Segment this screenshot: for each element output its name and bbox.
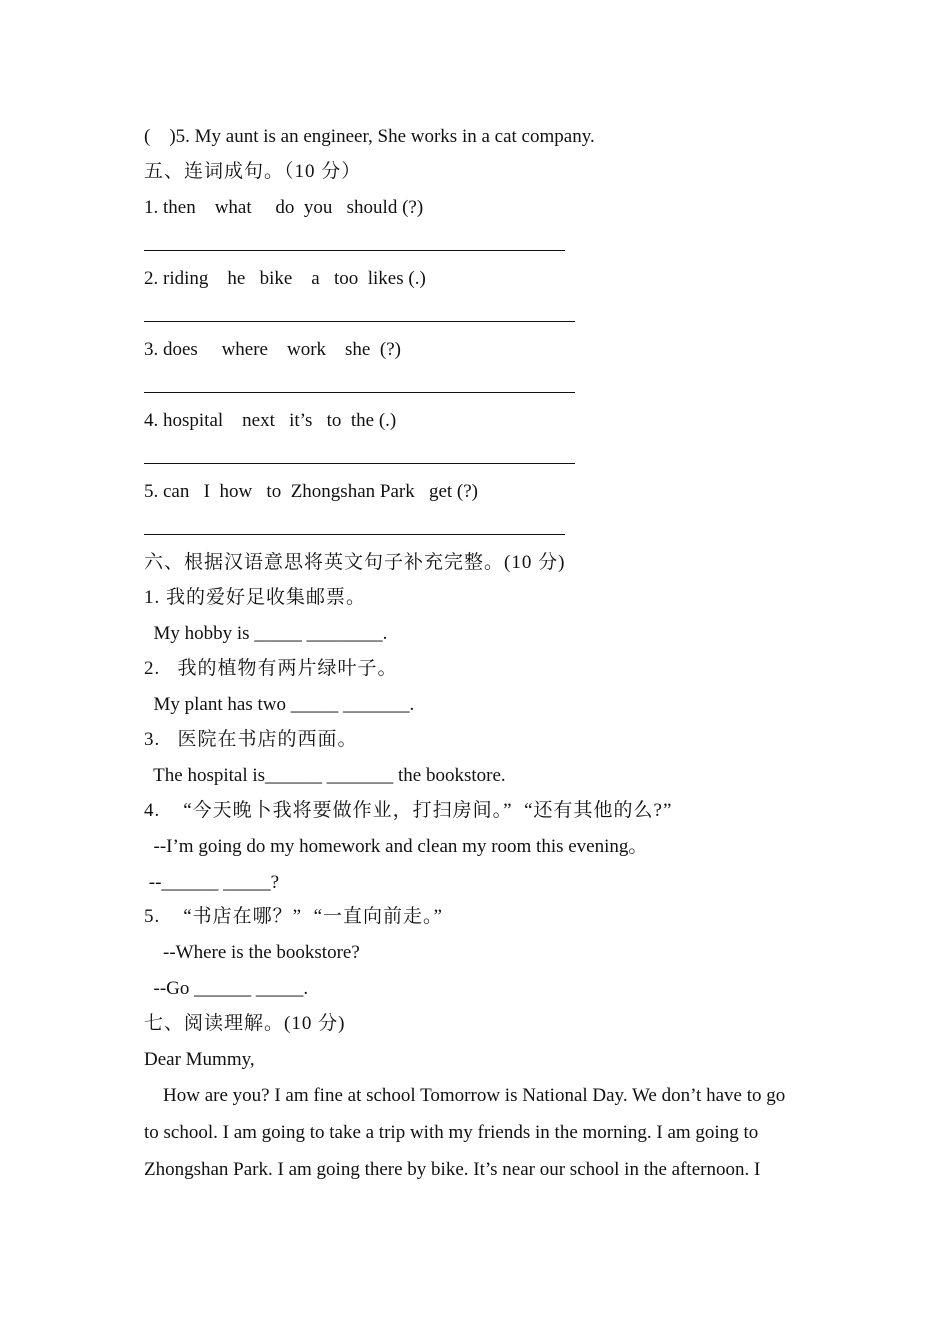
translation-5-answer[interactable]: --Go ______ _____. bbox=[144, 978, 309, 999]
translation-3-english[interactable]: The hospital is______ _______ the bookstore. bbox=[144, 765, 506, 786]
section-6-title: 六、根据汉语意思将英文句子补充完整。(10 分) bbox=[144, 552, 566, 573]
translation-1-english[interactable]: My hobby is _____ ________. bbox=[144, 623, 388, 644]
translation-4-english: --I’m going do my homework and clean my room this evening。 bbox=[144, 836, 648, 857]
translation-3-chinese: 3. 医院在书店的西面。 bbox=[144, 729, 358, 750]
sentence-item-3: 3. does where work she (?) bbox=[144, 339, 401, 360]
sentence-item-4: 4. hospital next it’s to the (.) bbox=[144, 410, 397, 431]
translation-5-chinese: 5. “书店在哪？” “一直向前走。” bbox=[144, 906, 443, 927]
letter-line-1: How are you? I am fine at school Tomorrow is National Day. We don’t have to go bbox=[144, 1085, 786, 1106]
translation-5-english: --Where is the bookstore? bbox=[144, 942, 360, 963]
translation-4-answer[interactable]: --______ _____? bbox=[144, 872, 280, 893]
sentence-item-1: 1. then what do you should (?) bbox=[144, 197, 424, 218]
answer-line-1[interactable] bbox=[144, 250, 565, 251]
translation-4-chinese: 4. “今天晚卜我将要做作业，打扫房间。” “还有其他的么?” bbox=[144, 800, 673, 821]
sentence-item-5: 5. can I how to Zhongshan Park get (?) bbox=[144, 481, 479, 502]
letter-greeting: Dear Mummy, bbox=[144, 1049, 255, 1070]
question-5-choice: ( )5. My aunt is an engineer, She works in a cat company. bbox=[144, 126, 595, 147]
answer-line-2[interactable] bbox=[144, 321, 575, 322]
translation-2-english[interactable]: My plant has two _____ _______. bbox=[144, 694, 415, 715]
answer-line-4[interactable] bbox=[144, 463, 575, 464]
section-5-title: 五、连词成句。（10 分） bbox=[144, 161, 362, 182]
translation-2-chinese: 2. 我的植物有两片绿叶子。 bbox=[144, 658, 398, 679]
translation-1-chinese: 1. 我的爱好足收集邮票。 bbox=[144, 587, 367, 608]
letter-line-3: Zhongshan Park. I am going there by bike. It’s near our school in the afternoon. I bbox=[144, 1159, 761, 1180]
answer-line-3[interactable] bbox=[144, 392, 575, 393]
answer-line-5[interactable] bbox=[144, 534, 565, 535]
section-7-title: 七、阅读理解。(10 分) bbox=[144, 1013, 346, 1034]
letter-line-2: to school. I am going to take a trip with my friends in the morning. I am going to bbox=[144, 1122, 759, 1143]
sentence-item-2: 2. riding he bike a too likes (.) bbox=[144, 268, 426, 289]
letter-body bbox=[144, 1077, 804, 1188]
